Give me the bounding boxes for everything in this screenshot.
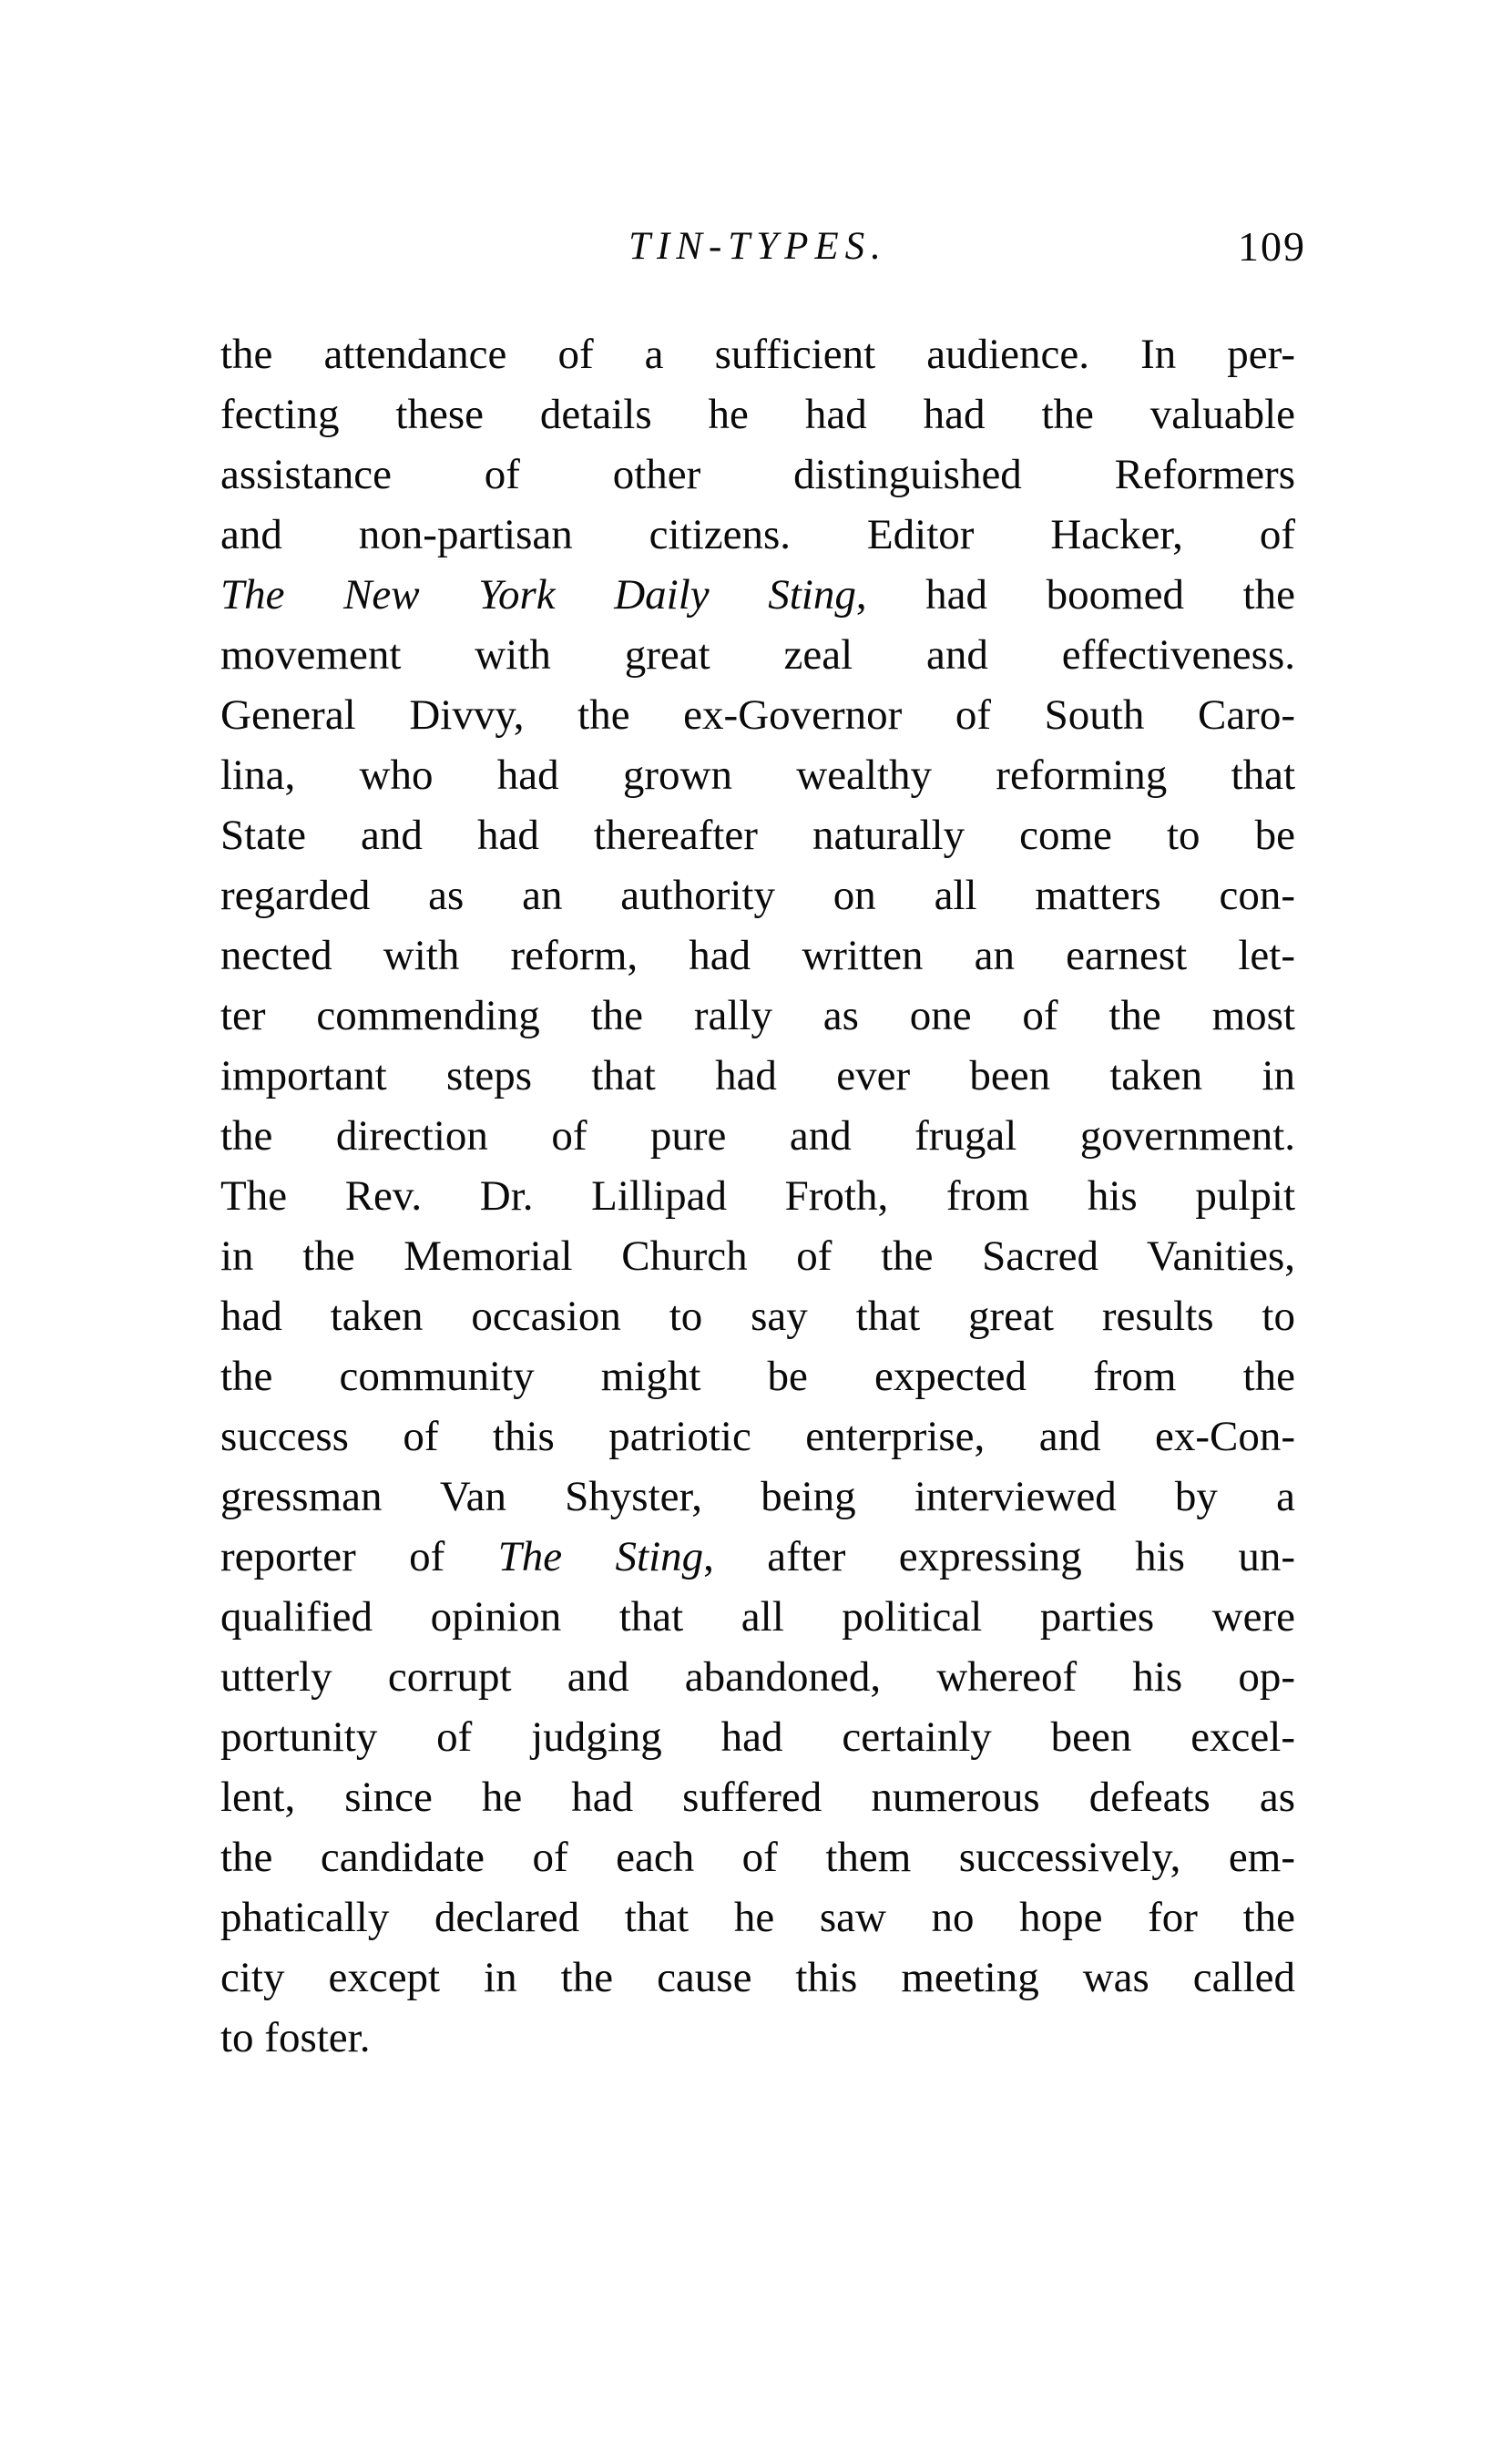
text-line — [220, 865, 1295, 925]
text-line — [220, 1948, 1295, 2008]
page-body — [220, 324, 1295, 2068]
text-run: lina, who had grown wealthy reforming that — [220, 752, 1295, 799]
text-run: the candidate of each of them successively, em- — [220, 1834, 1295, 1881]
page-number: 109 — [1238, 223, 1306, 270]
text-run: fecting these details he had had the valuable — [220, 391, 1295, 438]
running-header — [220, 223, 1306, 290]
text-run: city except in the cause this meeting was called — [220, 1954, 1295, 2001]
text-run: the attendance of a sufficient audience. In per- — [220, 331, 1295, 378]
text-line — [220, 565, 1295, 625]
text-line — [220, 805, 1295, 865]
text-run: movement with great zeal and effectiveness. — [220, 631, 1295, 679]
text-line — [220, 1046, 1295, 1106]
italic-publication-title: The New York Daily Sting — [220, 571, 856, 619]
text-line — [220, 1527, 1295, 1587]
text-run: the direction of pure and frugal government. — [220, 1112, 1295, 1160]
text-line — [220, 986, 1295, 1046]
text-line — [220, 1166, 1295, 1226]
text-line — [220, 1587, 1295, 1647]
text-line — [220, 1767, 1295, 1827]
text-line — [220, 324, 1295, 384]
text-line — [220, 505, 1295, 565]
text-run: General Divvy, the ex-Governor of South Caro- — [220, 691, 1295, 739]
text-run: , had boomed the — [855, 571, 1295, 619]
text-line — [220, 925, 1295, 986]
text-line — [220, 1467, 1295, 1527]
text-run: ter commending the rally as one of the most — [220, 992, 1295, 1039]
text-line — [220, 384, 1295, 445]
text-run: and non-partisan citizens. Editor Hacker, of — [220, 511, 1295, 558]
text-line — [220, 1106, 1295, 1166]
text-line — [220, 1647, 1295, 1707]
running-title: TIN-TYPES. — [628, 225, 887, 268]
text-run: to foster. — [220, 2014, 371, 2061]
text-line — [220, 445, 1295, 505]
text-run: had taken occasion to say that great results to — [220, 1293, 1295, 1340]
text-run: regarded as an authority on all matters con- — [220, 872, 1295, 919]
text-run: success of this patriotic enterprise, and ex-Con- — [220, 1413, 1295, 1460]
text-run: gressman Van Shyster, being interviewed by a — [220, 1473, 1295, 1520]
text-line — [220, 1827, 1295, 1887]
text-run: portunity of judging had certainly been excel- — [220, 1713, 1295, 1761]
italic-publication-title: The Sting — [497, 1533, 704, 1580]
text-line — [220, 745, 1295, 805]
text-run: in the Memorial Church of the Sacred Vanities, — [220, 1232, 1295, 1280]
text-run: qualified opinion that all political parties were — [220, 1593, 1295, 1641]
text-run: the community might be expected from the — [220, 1353, 1295, 1400]
text-run: The Rev. Dr. Lillipad Froth, from his pulpit — [220, 1172, 1295, 1220]
text-line — [220, 1707, 1295, 1767]
text-line — [220, 685, 1295, 745]
text-line — [220, 625, 1295, 685]
text-line — [220, 1226, 1295, 1286]
text-run: reporter of — [220, 1533, 498, 1580]
text-run: important steps that had ever been taken in — [220, 1052, 1295, 1099]
text-run: assistance of other distinguished Reformers — [220, 451, 1295, 498]
text-run: nected with reform, had written an earnest let- — [220, 932, 1295, 979]
text-line — [220, 2008, 1295, 2068]
text-line — [220, 1346, 1295, 1406]
text-run: utterly corrupt and abandoned, whereof his op- — [220, 1653, 1295, 1701]
text-run: lent, since he had suffered numerous defeats as — [220, 1774, 1295, 1821]
text-run: State and had thereafter naturally come to be — [220, 812, 1295, 859]
text-line — [220, 1406, 1295, 1467]
text-line — [220, 1286, 1295, 1346]
text-run: , after expressing his un- — [703, 1533, 1295, 1580]
text-line — [220, 1887, 1295, 1948]
text-run: phatically declared that he saw no hope for the — [220, 1894, 1295, 1941]
